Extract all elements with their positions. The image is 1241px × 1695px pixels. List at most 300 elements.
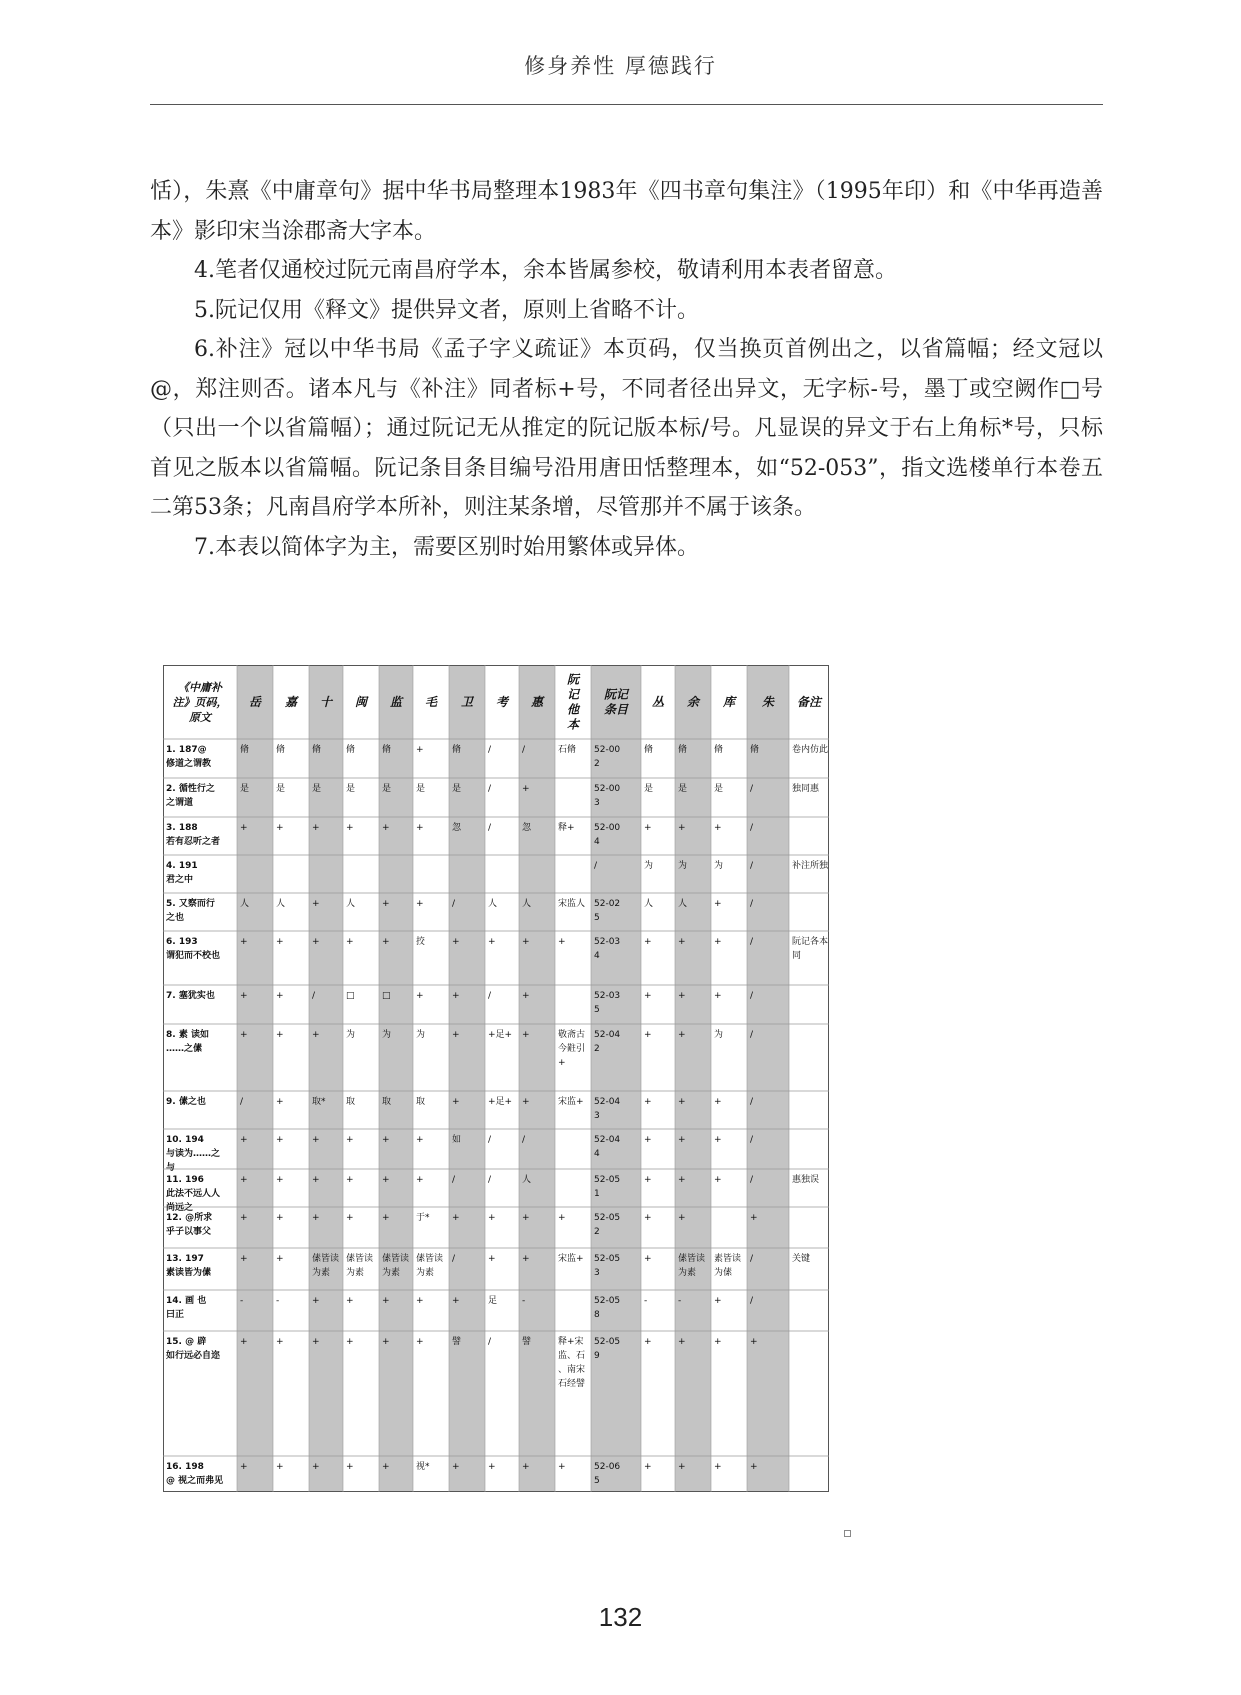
table-cell: +	[522, 1213, 530, 1223]
table-cell: +	[488, 937, 496, 947]
table-cell: +	[522, 1462, 530, 1472]
table-cell: +	[678, 1213, 686, 1223]
table-header-cell: 备注	[796, 695, 822, 709]
table-cell: +	[714, 937, 722, 947]
table-cell: 独同惠	[792, 784, 820, 794]
table-cell: 人	[678, 899, 688, 909]
table-cell: +	[714, 991, 722, 1001]
table-cell: 脩	[644, 745, 654, 755]
table-cell: +	[346, 1175, 354, 1185]
table-cell: +	[452, 1296, 460, 1306]
table-cell: □	[382, 991, 391, 1001]
table-cell: /	[522, 1135, 526, 1145]
table-cell: 3. 188	[166, 823, 198, 833]
table-cell: 为	[714, 861, 724, 871]
table-cell: +	[644, 1175, 652, 1185]
table-cell: 是	[346, 784, 356, 794]
table-cell: 乎子以事父	[166, 1227, 212, 1237]
table-cell: +	[416, 899, 424, 909]
table-cell: 曰正	[166, 1310, 185, 1320]
table-cell: /	[750, 1175, 754, 1185]
table-cell: 人	[240, 899, 250, 909]
table-cell: 为素	[382, 1268, 401, 1278]
table-cell: 之也	[166, 913, 185, 923]
table-cell: 忽	[452, 823, 462, 833]
table-cell: 人	[276, 899, 286, 909]
table-cell: 素读皆为傃	[166, 1268, 212, 1278]
table-header-cell: 监	[389, 695, 403, 709]
table-cell: 取	[416, 1097, 426, 1107]
table-cell: +	[488, 1462, 496, 1472]
table-cell: /	[452, 1254, 456, 1264]
table-cell: +	[240, 1254, 248, 1264]
table-cell: 为	[416, 1030, 426, 1040]
table-cell: 脩	[276, 745, 286, 755]
table-cell: 阮记各本	[792, 937, 829, 947]
table-cell: 4. 191	[166, 861, 198, 871]
table-header-cell: 本	[566, 717, 580, 732]
table-cell: /	[750, 861, 754, 871]
table-cell: 之谓道	[166, 798, 194, 808]
table-cell: +	[750, 1213, 758, 1223]
table-cell: +	[382, 1213, 390, 1223]
table-cell: +	[558, 1462, 566, 1472]
table-cell: +	[644, 1097, 652, 1107]
table-cell: 是	[644, 784, 654, 794]
table-cell: +	[522, 1254, 530, 1264]
table-cell: -	[240, 1296, 244, 1306]
table-cell: +	[312, 1135, 320, 1145]
table-cell: +	[276, 1213, 284, 1223]
table-cell: /	[750, 1254, 754, 1264]
table-cell: 为	[644, 861, 654, 871]
shaded-column	[747, 665, 789, 1492]
table-cell: +	[488, 1254, 496, 1264]
table-cell: 2	[594, 1227, 600, 1237]
table-cell: +	[276, 1175, 284, 1185]
table-cell: 取	[382, 1097, 392, 1107]
table-cell: +	[346, 823, 354, 833]
table-cell: /	[240, 1097, 244, 1107]
table-header-cell: 注》页码，	[172, 696, 228, 709]
table-cell: +	[312, 899, 320, 909]
table-cell: 如	[452, 1135, 462, 1145]
table-header-cell: 卫	[460, 695, 474, 709]
table-cell: 脩	[714, 745, 724, 755]
table-cell: 脩	[240, 745, 250, 755]
table-cell: 52-06	[594, 1462, 621, 1472]
table-cell: 视*	[416, 1462, 430, 1472]
table-cell: 4	[594, 951, 600, 961]
table-cell: 13. 197	[166, 1254, 204, 1264]
table-header-cell: 朱	[761, 695, 775, 709]
table-cell: +	[644, 1337, 652, 1347]
table-cell: 石脩	[558, 745, 577, 755]
figure-resize-handle	[844, 1530, 851, 1537]
table-cell: +	[452, 1030, 460, 1040]
table-cell: +	[678, 1175, 686, 1185]
table-cell: 脩	[750, 745, 760, 755]
table-cell: 7. 塞犹实也	[166, 991, 215, 1001]
table-cell: /	[750, 1030, 754, 1040]
paragraph-note-4: 4.笔者仅通校过阮元南昌府学本，余本皆属参校，敬请利用本表者留意。	[194, 258, 897, 283]
table-cell: +	[452, 1462, 460, 1472]
table-cell: 人	[488, 899, 498, 909]
table-cell: 脩	[678, 745, 688, 755]
table-cell: 52-05	[594, 1337, 621, 1347]
table-cell: 傃皆读	[678, 1254, 706, 1264]
table-cell: 为素	[678, 1268, 697, 1278]
table-header-cell: 阮	[566, 672, 580, 687]
table-cell: 如行远必自迩	[166, 1351, 221, 1361]
table-cell: 52-04	[594, 1135, 621, 1145]
table-cell: +	[240, 1135, 248, 1145]
table-cell: +	[382, 1337, 390, 1347]
table-cell: ……之傃	[166, 1044, 203, 1054]
table-header-cell: 闽	[354, 695, 368, 709]
table-cell: +	[452, 937, 460, 947]
table-cell: 是	[452, 784, 462, 794]
table-cell: 是	[678, 784, 688, 794]
table-cell: 素皆读	[714, 1254, 742, 1264]
table-cell: +足+	[488, 1097, 513, 1107]
table-cell: 1. 187@	[166, 745, 207, 755]
table-cell: +	[312, 937, 320, 947]
table-cell: +	[276, 1030, 284, 1040]
table-header-cell: 丛	[651, 695, 665, 709]
table-cell: 为	[346, 1030, 356, 1040]
running-header: 修身养性 厚德践行	[524, 54, 717, 78]
table-cell: 修道之谓教	[166, 759, 212, 769]
table-cell: 君之中	[166, 875, 194, 885]
table-cell: /	[488, 1175, 492, 1185]
table-cell: -	[644, 1296, 648, 1306]
table-cell: +	[276, 991, 284, 1001]
table-cell: 释+	[558, 823, 575, 833]
table-cell: 9. 傃之也	[166, 1097, 206, 1107]
table-cell: 3	[594, 798, 600, 808]
table-cell: 52-00	[594, 745, 621, 755]
table-cell: +	[714, 899, 722, 909]
table-cell: 关键	[792, 1254, 811, 1264]
table-cell: +	[312, 823, 320, 833]
table-cell: /	[488, 1337, 492, 1347]
table-cell: +	[276, 1254, 284, 1264]
table-cell: +	[452, 1213, 460, 1223]
table-cell: 脩	[382, 745, 392, 755]
table-header-cell: 条目	[603, 702, 629, 717]
table-cell: 宋监+	[558, 1097, 584, 1107]
table-cell: +	[522, 784, 530, 794]
table-cell: 监、石	[558, 1351, 586, 1361]
table-cell: +	[416, 823, 424, 833]
table-cell: 52-05	[594, 1296, 621, 1306]
table-cell: /	[750, 937, 754, 947]
table-cell: +	[346, 1213, 354, 1223]
table-cell: 与读为……之	[166, 1149, 221, 1159]
table-cell: 为素	[346, 1268, 365, 1278]
table-cell: 人	[346, 899, 356, 909]
table-cell: 5	[594, 913, 600, 923]
table-cell: 52-05	[594, 1175, 621, 1185]
table-cell: 傃皆读	[416, 1254, 444, 1264]
table-header-cell: 他	[566, 702, 580, 717]
table-cell: +	[276, 1462, 284, 1472]
table-cell: 52-00	[594, 784, 621, 794]
table-cell: +	[416, 1175, 424, 1185]
table-cell: /	[750, 1097, 754, 1107]
table-cell: +	[644, 937, 652, 947]
table-cell: +	[558, 1058, 566, 1068]
table-header-cell: 岳	[248, 695, 262, 709]
body-text	[150, 172, 1103, 567]
table-cell: 8. 素 读如	[166, 1030, 209, 1040]
table-header-cell: 原文	[189, 711, 211, 724]
table-cell: 52-05	[594, 1213, 621, 1223]
paragraph-continued: 恬），朱熹《中庸章句》据中华书局整理本1983年《四书章句集注》（1995年印）和《中华再造善本》影印宋当涂郡斋大字本。	[150, 179, 1103, 244]
table-cell: 15. @ 辟	[166, 1337, 207, 1347]
table-cell: 9	[594, 1351, 600, 1361]
table-cell: +	[678, 1097, 686, 1107]
table-cell: +	[416, 745, 424, 755]
table-cell: 宋监人	[558, 899, 586, 909]
table-cell: 脩	[452, 745, 462, 755]
table-cell: 足	[488, 1296, 498, 1306]
table-cell: +	[714, 1462, 722, 1472]
table-header-cell: 嘉	[284, 695, 298, 709]
table-cell: 为	[714, 1030, 724, 1040]
table-cell: 宋监+	[558, 1254, 584, 1264]
table-cell: □	[346, 991, 355, 1001]
table-cell: /	[594, 861, 598, 871]
table-cell: 5	[594, 1005, 600, 1015]
table-cell: +	[382, 823, 390, 833]
page-number: 132	[598, 1602, 643, 1632]
table-cell: /	[452, 1175, 456, 1185]
table-cell: 卷内仿此	[792, 745, 829, 755]
table-cell: 取*	[312, 1097, 326, 1107]
table-cell: +	[714, 823, 722, 833]
table-cell: 敬斋古	[558, 1030, 586, 1040]
table-cell: 惠独误	[792, 1175, 820, 1185]
table-cell: 为素	[416, 1268, 435, 1278]
table-cell: 为	[678, 861, 688, 871]
table-header-cell: 阮记	[603, 687, 629, 702]
table-cell: 3	[594, 1111, 600, 1121]
table-cell: +	[644, 823, 652, 833]
table-cell: 人	[522, 899, 532, 909]
table-cell: +	[312, 1462, 320, 1472]
table-cell: +	[382, 1462, 390, 1472]
table-cell: +	[312, 1030, 320, 1040]
table-cell: 傃皆读	[346, 1254, 374, 1264]
table-cell: /	[522, 745, 526, 755]
table-cell: /	[750, 1135, 754, 1145]
table-cell: 12. @所求	[166, 1213, 213, 1223]
table-header-cell: 《中庸补	[178, 681, 222, 694]
table-cell: 譬	[522, 1337, 532, 1347]
table-cell: +	[558, 937, 566, 947]
table-cell: +	[416, 991, 424, 1001]
table-cell: 是	[276, 784, 286, 794]
table-cell: 释+宋	[558, 1337, 584, 1347]
table-cell: +	[382, 1175, 390, 1185]
table-cell: 52-03	[594, 991, 621, 1001]
table-header-cell: 考	[495, 695, 509, 709]
table-cell: 4	[594, 1149, 600, 1159]
table-cell: +	[678, 823, 686, 833]
table-cell: /	[750, 784, 754, 794]
table-cell: +	[488, 1213, 496, 1223]
table-cell: /	[750, 1296, 754, 1306]
table-cell: 人	[644, 899, 654, 909]
table-cell: +	[382, 899, 390, 909]
table-cell: +	[346, 1337, 354, 1347]
table-cell: 2	[594, 759, 600, 769]
table-cell: 52-00	[594, 823, 621, 833]
table-cell: 同	[792, 951, 802, 961]
collation-table	[163, 665, 854, 1533]
table-cell: +足+	[488, 1030, 513, 1040]
table-cell: 于*	[416, 1213, 430, 1223]
table-cell: +	[240, 1030, 248, 1040]
table-cell: 1	[594, 1189, 600, 1199]
collation-table-figure	[163, 665, 854, 1533]
table-cell: 6. 193	[166, 937, 198, 947]
table-cell: 是	[312, 784, 322, 794]
table-cell: 谓犯而不校也	[166, 951, 221, 961]
table-cell: 脩	[312, 745, 322, 755]
table-cell: +	[240, 991, 248, 1001]
table-cell: +	[312, 1296, 320, 1306]
table-header-cell: 库	[722, 695, 736, 709]
table-cell: 5	[594, 1476, 600, 1486]
table-cell: +	[644, 991, 652, 1001]
table-cell: 忽	[522, 823, 532, 833]
table-cell: /	[750, 823, 754, 833]
table-cell: 傃皆读	[312, 1254, 340, 1264]
table-cell: +	[678, 1337, 686, 1347]
table-cell: 52-02	[594, 899, 621, 909]
paragraph-note-5: 5.阮记仅用《释文》提供异文者，原则上省略不计。	[194, 297, 699, 323]
table-cell: +	[312, 1175, 320, 1185]
table-cell: 譬	[452, 1337, 462, 1347]
table-cell: /	[750, 991, 754, 1001]
table-cell: +	[346, 1296, 354, 1306]
table-cell: +	[276, 1337, 284, 1347]
table-cell: +	[240, 1337, 248, 1347]
table-cell: +	[522, 991, 530, 1001]
table-cell: 3	[594, 1268, 600, 1278]
table-cell: 今黈引	[558, 1044, 586, 1054]
table-cell: +	[678, 1462, 686, 1472]
table-cell: +	[382, 1135, 390, 1145]
table-cell: +	[416, 1135, 424, 1145]
table-cell: +	[382, 1296, 390, 1306]
table-cell: 补注所独	[792, 861, 829, 871]
table-cell: +	[240, 1175, 248, 1185]
table-cell: +	[276, 937, 284, 947]
table-cell: 5. 又察而行	[166, 899, 215, 909]
table-cell: 取	[346, 1097, 356, 1107]
table-cell: 8	[594, 1310, 600, 1320]
table-cell: 为	[382, 1030, 392, 1040]
table-cell: +	[522, 937, 530, 947]
table-cell: 52-03	[594, 937, 621, 947]
table-cell: +	[678, 937, 686, 947]
table-cell: /	[488, 1135, 492, 1145]
table-header-cell: 惠	[530, 695, 544, 709]
paragraph-note-7: 7.本表以简体字为主，需要区别时始用繁体或异体。	[194, 534, 699, 560]
table-cell: 为傃	[714, 1268, 733, 1278]
table-cell: +	[522, 1097, 530, 1107]
table-cell: 人	[522, 1175, 532, 1185]
table-cell: +	[714, 1337, 722, 1347]
table-cell: 10. 194	[166, 1135, 204, 1145]
table-cell: +	[522, 1030, 530, 1040]
table-cell: +	[416, 1337, 424, 1347]
table-cell: /	[750, 899, 754, 909]
table-cell: @ 视之而弗见	[166, 1476, 224, 1486]
table-cell: 傃皆读	[382, 1254, 410, 1264]
table-cell: +	[382, 937, 390, 947]
table-header-cell: 毛	[424, 695, 438, 709]
table-cell: 脩	[346, 745, 356, 755]
table-cell: /	[488, 991, 492, 1001]
table-cell: 挍	[416, 937, 426, 947]
table-cell: +	[558, 1213, 566, 1223]
table-cell: /	[488, 745, 492, 755]
table-cell: -	[276, 1296, 280, 1306]
table-cell: +	[240, 823, 248, 833]
table-cell: 52-04	[594, 1030, 621, 1040]
table-cell: 此法不远人人	[166, 1189, 221, 1199]
table-cell: +	[644, 1135, 652, 1145]
table-cell: 是	[382, 784, 392, 794]
table-cell: +	[750, 1337, 758, 1347]
table-cell: /	[488, 823, 492, 833]
table-cell: +	[346, 1462, 354, 1472]
table-cell: /	[488, 784, 492, 794]
table-cell: 11. 196	[166, 1175, 204, 1185]
table-cell: 是	[416, 784, 426, 794]
table-cell: +	[416, 1296, 424, 1306]
table-cell: +	[678, 1135, 686, 1145]
table-cell: 为素	[312, 1268, 331, 1278]
table-cell: +	[750, 1462, 758, 1472]
table-header-cell: 余	[686, 695, 700, 709]
table-cell: 与	[166, 1163, 176, 1173]
table-cell: +	[714, 1135, 722, 1145]
table-cell: 16. 198	[166, 1462, 204, 1472]
table-header-cell: 十	[319, 695, 333, 709]
table-cell: +	[452, 991, 460, 1001]
table-cell: 2. 循性行之	[166, 784, 215, 794]
table-cell: +	[276, 823, 284, 833]
table-cell: -	[678, 1296, 682, 1306]
table-cell: +	[240, 1462, 248, 1472]
table-cell: 2	[594, 1044, 600, 1054]
table-cell: 52-04	[594, 1097, 621, 1107]
table-cell: +	[240, 1213, 248, 1223]
table-cell: 52-05	[594, 1254, 621, 1264]
table-cell: +	[644, 1462, 652, 1472]
table-header-cell: 记	[566, 687, 580, 702]
table-cell: 是	[240, 784, 250, 794]
table-cell: +	[312, 1213, 320, 1223]
table-cell: 、南宋	[558, 1365, 586, 1375]
table-cell: -	[522, 1296, 526, 1306]
